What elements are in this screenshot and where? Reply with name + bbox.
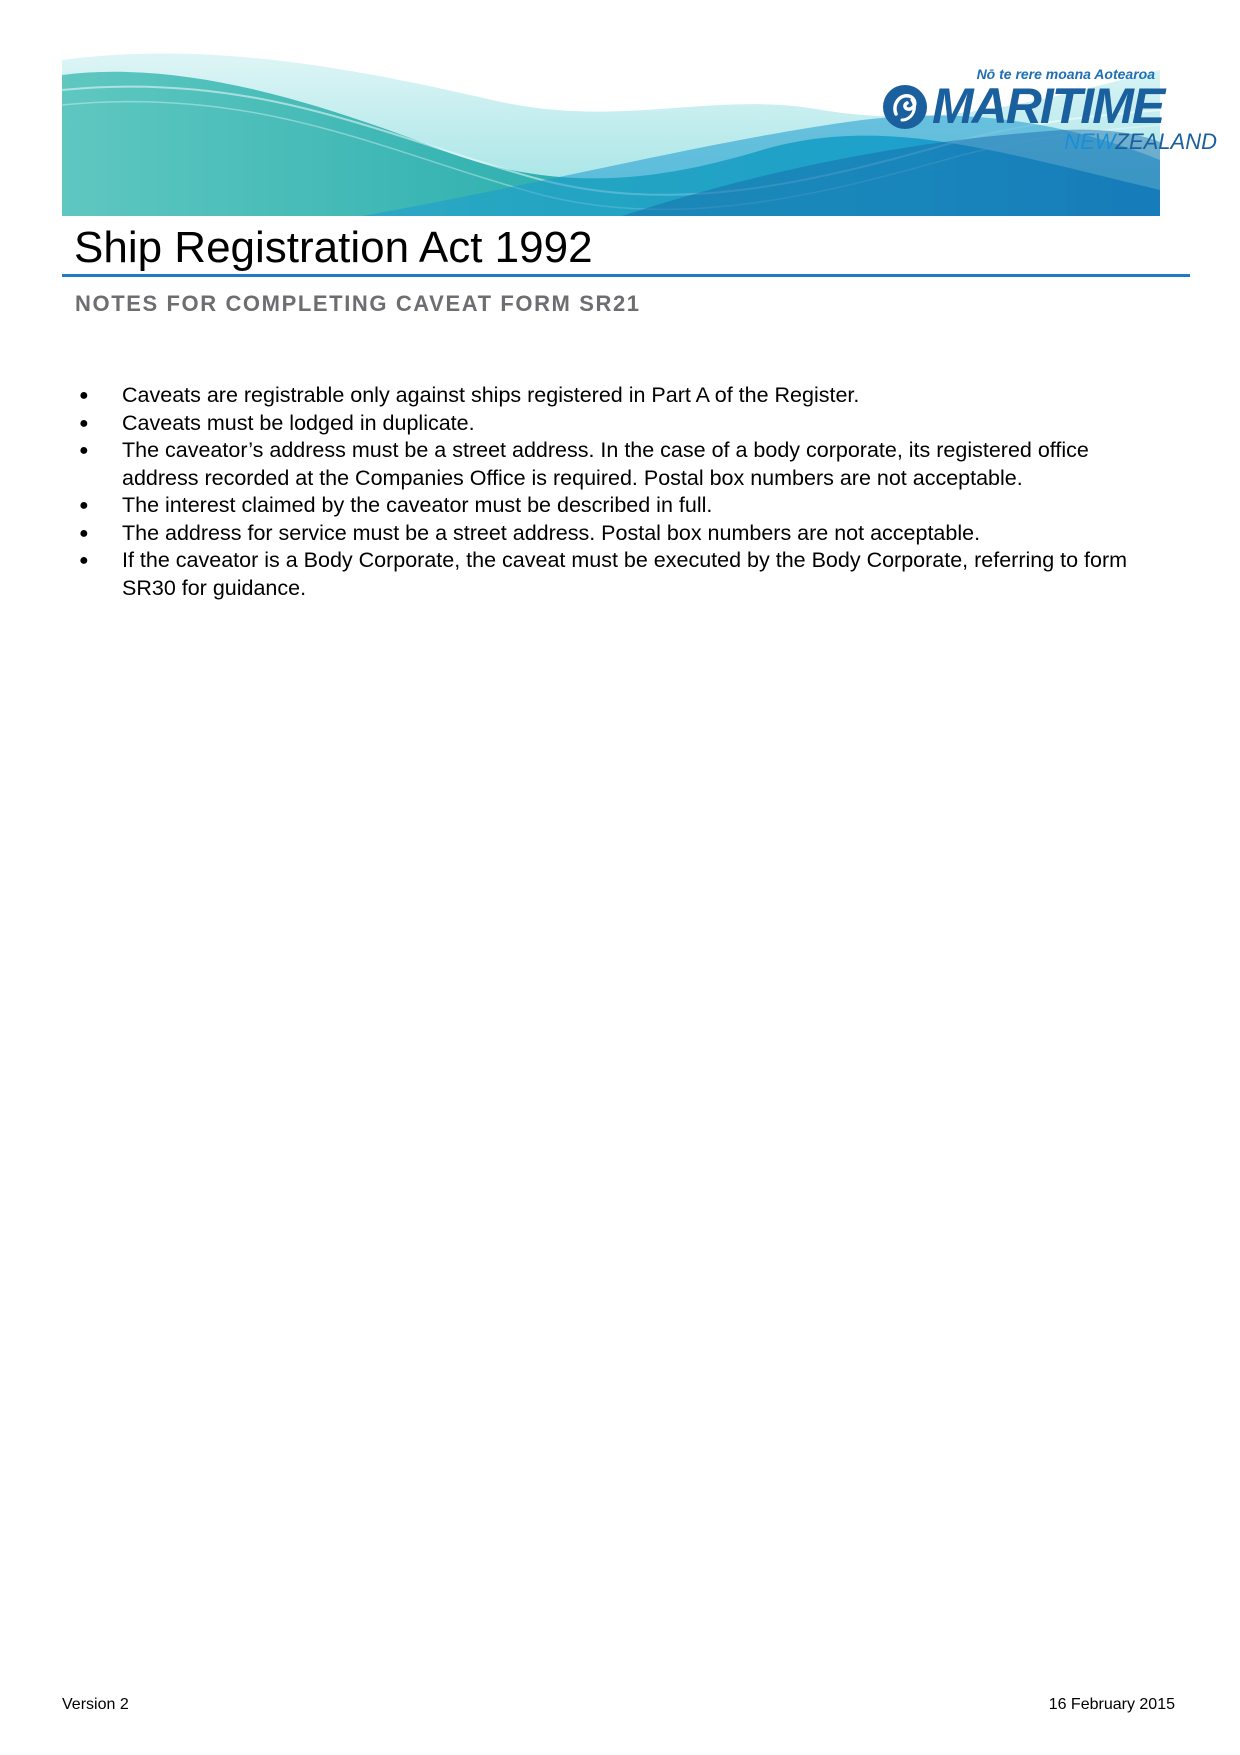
- logo-tagline: Nō te rere moana Aotearoa: [976, 66, 1155, 82]
- list-item: ● Caveats are registrable only against ships registered in Part A of the Register.: [79, 383, 860, 407]
- document-subtitle: NOTES FOR COMPLETING CAVEAT FORM SR21: [75, 291, 641, 316]
- list-item: ● The address for service must be a street address. Postal box numbers are not acceptable.: [79, 520, 981, 545]
- logo-brand-sub: NEWZEALAND: [1064, 129, 1217, 154]
- list-item: ● The caveator’s address must be a street address. In the case of a body corporate, its registered office address recorded at the Companies Office is required. Postal box numbers are not acceptable.: [79, 438, 1089, 490]
- maritime-nz-logo: [882, 60, 1227, 155]
- list-item: ● Caveats must be lodged in duplicate.: [79, 410, 475, 435]
- list-item: ● If the caveator is a Body Corporate, the caveat must be executed by the Body Corporate, referring to form SR30 for guidance.: [79, 548, 1128, 600]
- logo-brand-name: MARITIME: [932, 78, 1164, 134]
- footer-version: Version 2: [62, 1696, 129, 1713]
- list-item: ● The interest claimed by the caveator must be described in full.: [79, 493, 713, 517]
- koru-emblem-icon: [882, 84, 928, 130]
- footer-date: 16 February 2015: [1048, 1696, 1175, 1713]
- document-title: Ship Registration Act 1992: [74, 223, 593, 272]
- header-banner: [62, 30, 1217, 216]
- title-divider: [62, 274, 1190, 277]
- notes-list: [76, 382, 1136, 602]
